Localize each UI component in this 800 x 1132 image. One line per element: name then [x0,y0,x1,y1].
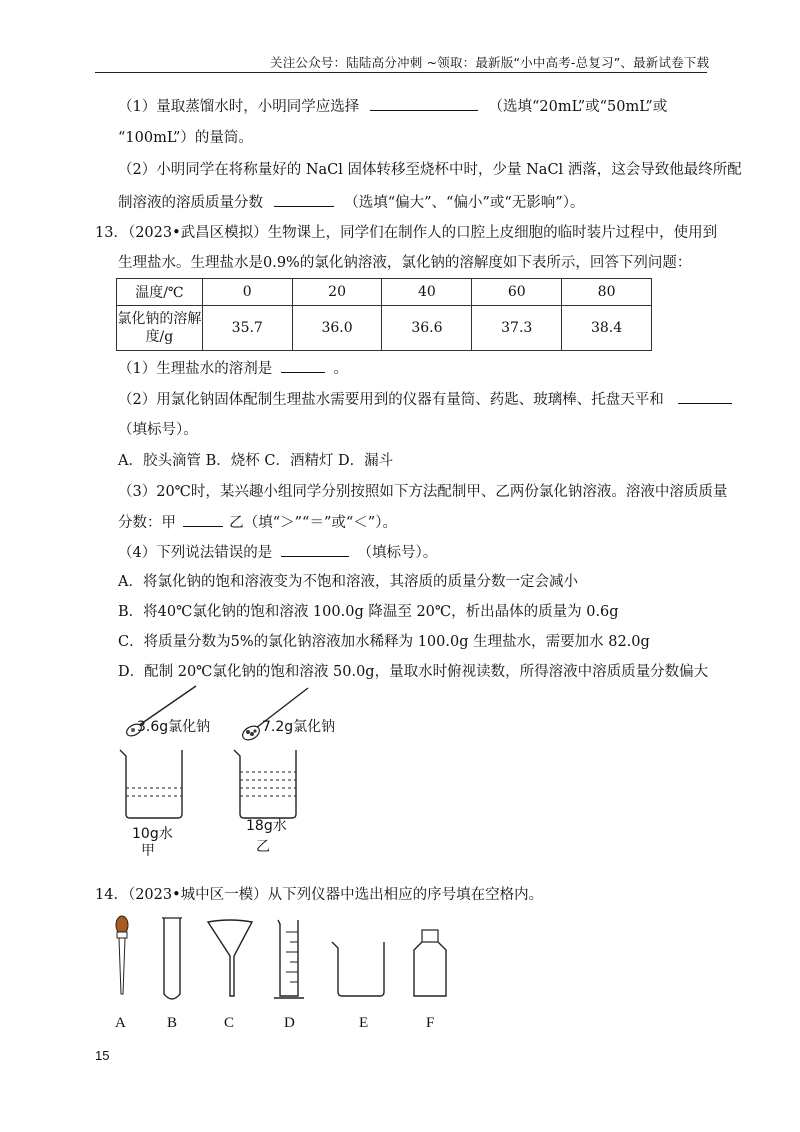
answer-blank[interactable] [281,358,325,373]
beaker-yi [234,750,296,818]
q13-option-a: A．将氯化钠的饱和溶液变为不饱和溶液，其溶质的质量分数一定会减小 [118,574,578,590]
table-row [117,279,652,306]
q13-option-b: B．将40℃氯化钠的饱和溶液 100.0g 降温至 20℃，析出晶体的质量为 0.6g [118,604,619,620]
q13-part2-options: A．胶头滴管 B．烧杯 C．酒精灯 D．漏斗 [118,453,394,469]
instrument-label: D [284,1015,295,1031]
salt-label-jia: 3.6g氯化钠 [137,719,211,735]
q13-part1: （1）生理盐水的溶剂是 。 [118,358,348,379]
header-divider [95,72,707,73]
q13-part3-line2: 分数：甲 乙（填“＞”“＝”或“＜”）。 [118,512,397,533]
table-cell: 80 [562,279,652,306]
table-cell: 38.4 [562,306,652,351]
answer-blank[interactable] [678,389,732,404]
q13-stem-line1: 13．（2023•武昌区模拟）生物课上，同学们在制作人的口腔上皮细胞的临时装片过程中，使用到 [95,225,718,241]
table-cell: 0 [202,279,292,306]
instrument-figure [100,910,460,1010]
table-cell: 60 [472,279,562,306]
beaker-name-jia: 甲 [141,843,155,859]
answer-blank[interactable] [370,96,478,111]
water-label-jia: 10g水 [132,826,173,842]
instrument-label: E [359,1015,369,1031]
q13-option-d: D．配制 20℃氯化钠的饱和溶液 50.0g，量取水时俯视读数，所得溶液中溶质质量分数偏大 [118,664,709,680]
answer-blank[interactable] [281,542,349,557]
instrument-label: C [224,1015,235,1031]
instrument-label: B [167,1015,178,1031]
table-cell: 36.6 [382,306,472,351]
graduated-cylinder-icon [274,920,304,998]
table-row [117,306,652,351]
q13-part2: （2）用氯化钠固体配制生理盐水需要用到的仪器有量筒、药匙、玻璃棒、托盘天平和 [118,389,732,410]
table-cell: 20 [292,279,382,306]
funnel-icon [208,920,252,996]
beaker-name-yi: 乙 [256,839,270,855]
solubility-table [116,278,652,351]
q13-part4: （4）下列说法错误的是 （填标号）。 [118,542,437,563]
q13-option-c: C．将质量分数为5%的氯化钠溶液加水稀释为 100.0g 生理盐水，需要加水 82.0g [118,634,650,650]
table-cell: 37.3 [472,306,562,351]
q12-part2-line1: （2）小明同学在将称量好的 NaCl 固体转移至烧杯中时，少量 NaCl 洒落，这会导致他最终所配 [118,162,742,178]
beaker-icon [332,942,384,996]
dropper-icon [116,916,128,994]
answer-blank[interactable] [274,192,334,207]
page-number: 15 [95,1048,110,1063]
q12-part2-line2: 制溶液的溶质质量分数 （选填“偏大”、“偏小”或“无影响”）。 [118,192,584,213]
page-header: 关注公众号：陆陆高分冲刺 ~领取：最新版“小中高考-总复习”、最新试卷下载 [270,55,710,70]
q12-part1-line1: （1）量取蒸馏水时，小明同学应选择 （选填“20mL”或“50mL”或 [118,96,667,117]
water-label-yi: 18g水 [246,818,287,834]
salt-label-yi: 7.2g氯化钠 [262,719,336,735]
table-cell: 40 [382,279,472,306]
q12-part1-line2: “100mL”）的量筒。 [118,130,253,146]
test-tube-icon [162,918,182,999]
q13-stem-line2: 生理盐水。生理盐水是0.9%的氯化钠溶液，氯化钠的溶解度如下表所示，回答下列问题： [118,255,692,271]
instrument-label: A [115,1015,126,1031]
q13-part3-line1: （3）20℃时，某兴趣小组同学分别按照如下方法配制甲、乙两份氯化钠溶液。溶液中溶质质量 [118,484,728,500]
table-cell: 36.0 [292,306,382,351]
instrument-label: F [426,1015,435,1031]
q14-stem: 14．（2023•城中区一模）从下列仪器中选出相应的序号填在空格内。 [95,887,544,903]
table-header-cell: 氯化钠的溶解 度/g [117,306,203,351]
table-cell: 35.7 [202,306,292,351]
q13-part2-end: （填标号）。 [118,422,198,438]
beaker-jia [120,750,182,818]
reagent-bottle-icon [414,930,446,996]
answer-blank[interactable] [183,512,223,527]
table-header-cell: 温度/℃ [117,279,203,306]
